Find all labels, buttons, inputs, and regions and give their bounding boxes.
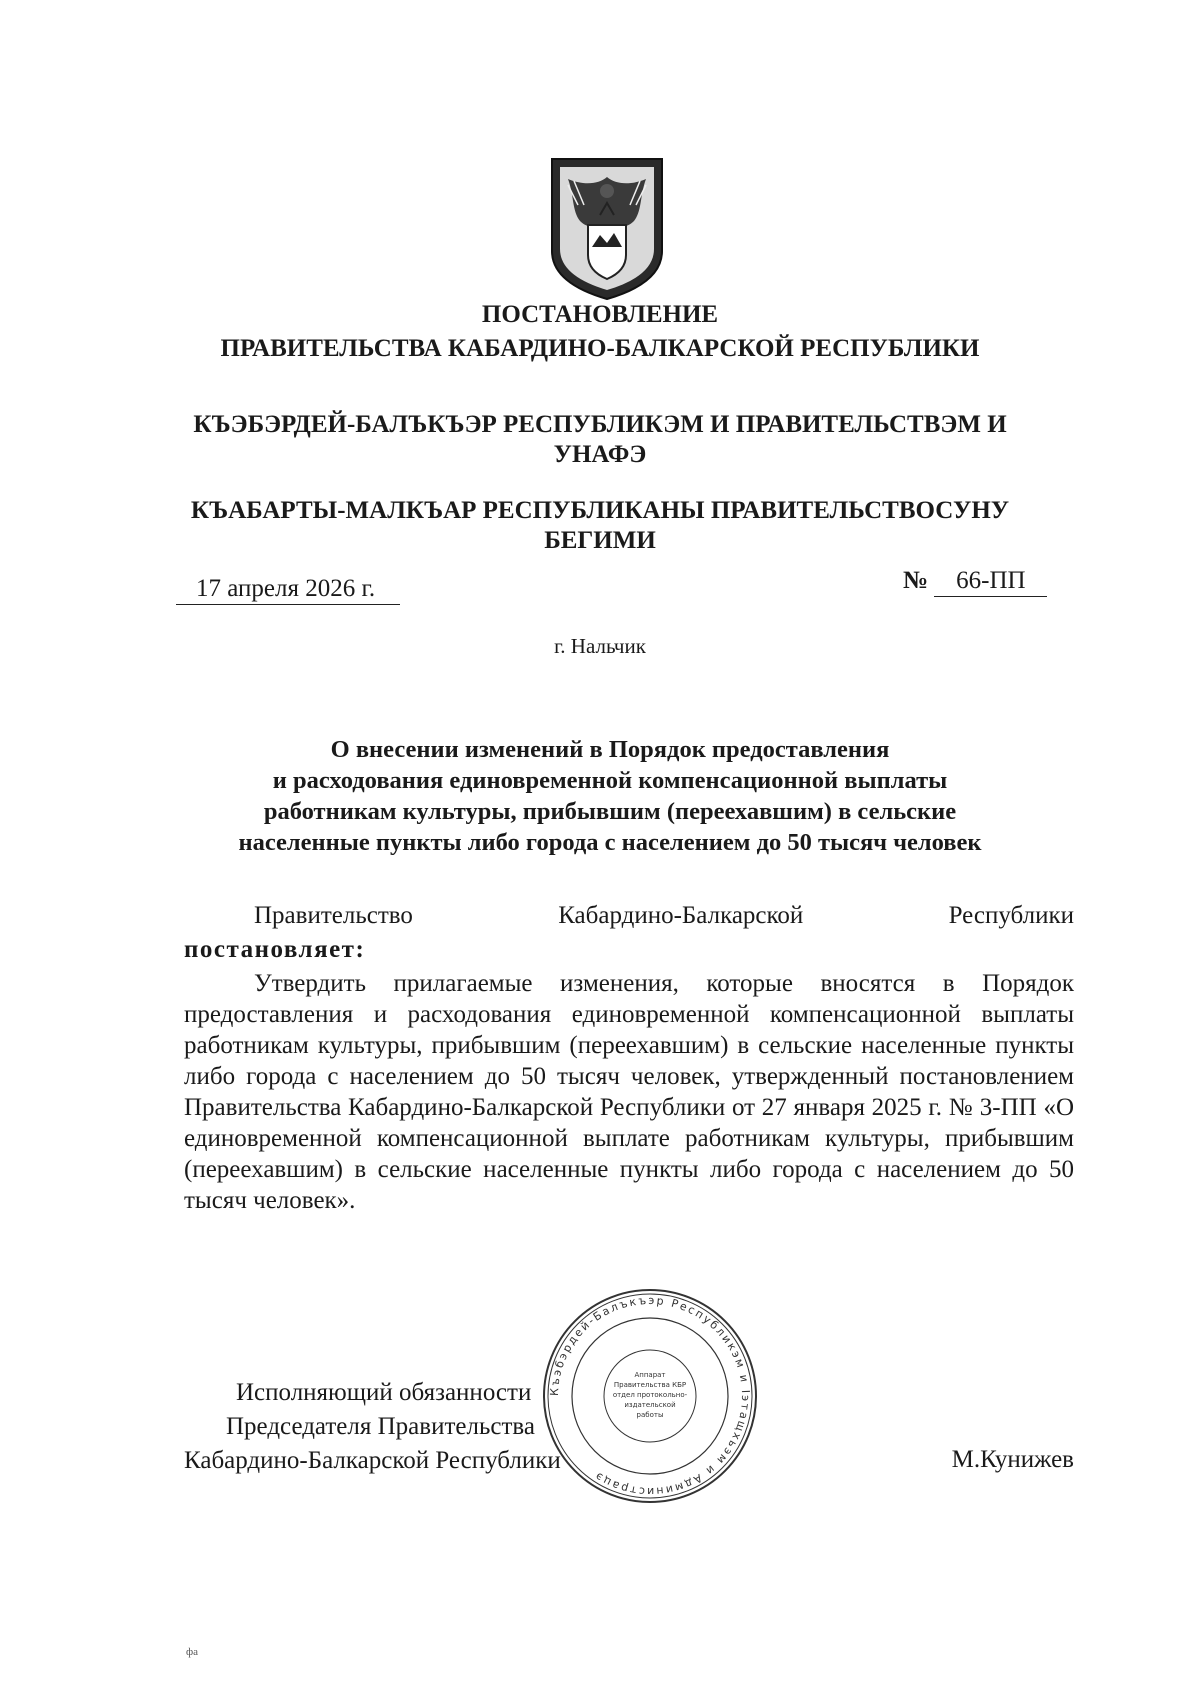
header-line: УНАФЭ [553,441,647,468]
document-title [150,734,1070,858]
main-paragraph: Утвердить прилагаемые изменения, которые вносятся в Порядок предоставления и расходования единовременной компенсационной выплаты работникам культуры, прибывшим (переехавшим) в сельские населенные пункты либо города с населением до 50 тысяч человек, утвержденный постановлением Правительства Кабардино-Балкарской Республики от 27 января 2025 г. № 3-ПП «О единовременной компенсационной выплате работникам культуры, прибывшим (переехавшим) в сельские населенные пункты либо города с населением до 50 тысяч человек». [184,970,1074,1214]
government-line [184,902,1074,930]
signatory-line: Председателя Правительства [226,1413,535,1440]
document-type-heading [0,300,1200,364]
document-number [903,566,1063,597]
header-line: ПОСТАНОВЛЕНИЕ [481,301,719,328]
signatory-name: М.Кунижев [951,1446,1074,1473]
city: г. Нальчик [554,634,646,658]
kabardian-heading [0,410,1200,470]
signatory-line: Кабардино-Балкарской Республики [184,1447,561,1474]
footer-mark: фа [186,1646,199,1658]
header-line: КЪЭБЭРДЕЙ-БАЛЪКЪЭР РЕСПУБЛИКЭМ И ПРАВИТЕЛЬСТВЭМ И [193,411,1007,438]
gov-word: Правительство [254,902,413,929]
document-date: 17 апреля 2026 г. [176,574,400,605]
header-line: БЕГИМИ [544,527,656,554]
signatory-line: Исполняющий обязанности [236,1379,532,1406]
stamp-outer-text: Къэбэрдей-Балъкъэр Республикэм и Іэтащхьэм и Администрацэ [547,1293,753,1499]
stamp-center-line: отдел протокольно- [612,1391,688,1399]
official-seal-stamp [535,1285,765,1507]
stamp-center-line: работы [636,1411,664,1419]
title-line: работникам культуры, прибывшим (переехавшим) в сельские [263,798,957,825]
header-line: ПРАВИТЕЛЬСТВА КАБАРДИНО-БАЛКАРСКОЙ РЕСПУБЛИКИ [220,335,980,362]
gov-word: Республики [948,902,1074,929]
decrees-word: постановляет: [184,936,366,963]
gov-word: Кабардино-Балкарской [558,902,804,929]
title-line: О внесении изменений в Порядок предоставления [330,736,890,763]
title-line: и расходования единовременной компенсационной выплаты [272,767,948,794]
stamp-center-line: Правительства КБР [613,1381,687,1389]
number-label: № [903,567,929,594]
balkar-heading [0,496,1200,556]
signatory-title [184,1376,561,1478]
title-line: населенные пункты либо города с населением до 50 тысяч человек [238,829,982,856]
number-value: 66-ПП [934,566,1047,597]
stamp-center-line: Аппарат [634,1371,666,1379]
coat-of-arms-emblem [548,155,666,303]
stamp-center-line: издательской [624,1401,676,1409]
header-line: КЪАБАРТЫ-МАЛКЪАР РЕСПУБЛИКАНЫ ПРАВИТЕЛЬСТВОСУНУ [190,497,1010,524]
